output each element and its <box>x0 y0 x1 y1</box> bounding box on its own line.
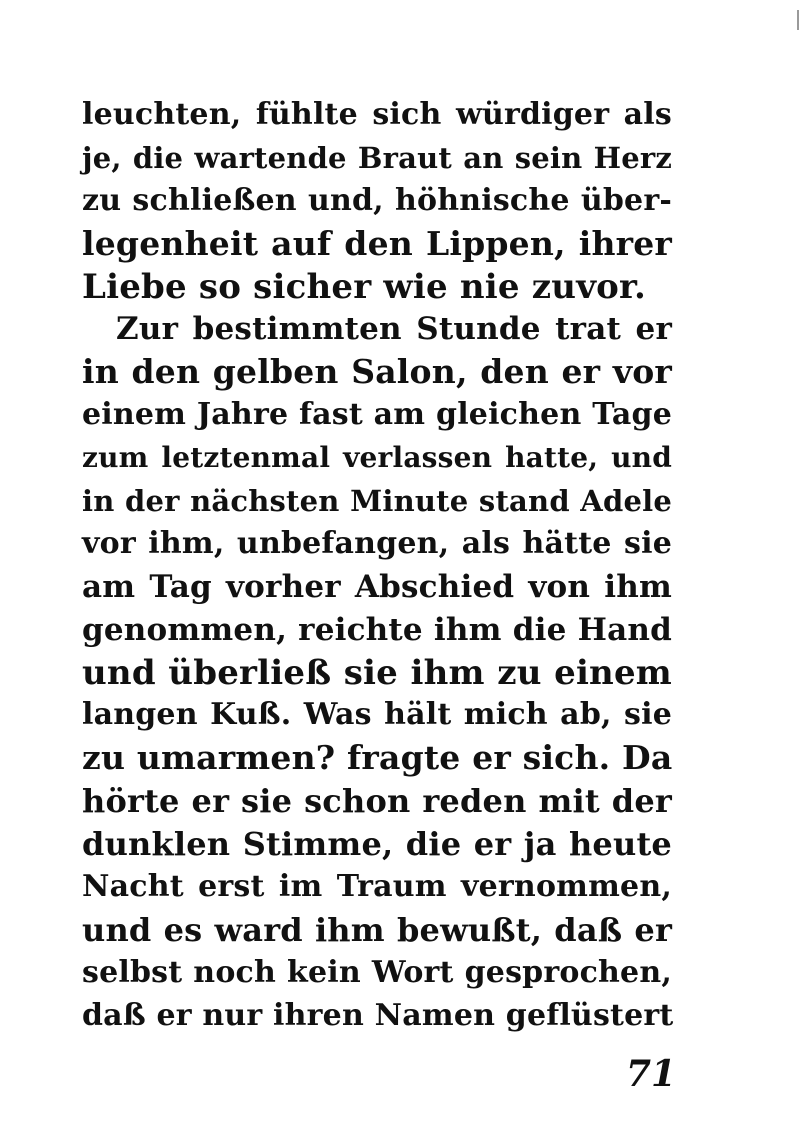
text-line: legenheit auf den Lippen, ihrer <box>82 223 672 263</box>
text-line: selbst noch kein Wort gesprochen, <box>82 954 672 990</box>
text-line: am Tag vorher Abschied von ihm <box>82 568 672 605</box>
body-text <box>82 94 672 1038</box>
text-line: Zur bestimmten Stunde trat er <box>116 311 672 348</box>
text-line: zu schließen und, höhnische über- <box>82 182 672 218</box>
text-line: Liebe so sicher wie nie zuvor. <box>82 266 647 307</box>
text-line: und überließ sie ihm zu einem <box>82 652 672 693</box>
text-line: in den gelben Salon, den er vor <box>82 352 672 392</box>
text-line: vor ihm, unbefangen, als hätte sie <box>82 525 672 561</box>
text-line: Nacht erst im Traum vernommen, <box>82 869 672 905</box>
text-line: dunklen Stimme, die er ja heute <box>82 825 672 864</box>
text-line: zu umarmen? fragte er sich. Da <box>82 738 673 778</box>
text-line: je, die wartende Braut an sein Herz <box>82 140 672 175</box>
text-line: daß er nur ihren Namen geflüstert <box>82 997 674 1033</box>
text-line: hörte er sie schon reden mit der <box>82 782 672 821</box>
text-line: langen Kuß. Was hält mich ab, sie <box>82 697 672 733</box>
scan-edge-mark <box>797 10 799 30</box>
page-number: 71 <box>626 1053 677 1095</box>
text-line: leuchten, fühlte sich würdiger als <box>82 97 672 132</box>
text-line: einem Jahre fast am gleichen Tage <box>82 397 672 433</box>
text-line: in der nächsten Minute stand Adele <box>82 484 672 519</box>
text-line: genommen, reichte ihm die Hand <box>82 611 672 648</box>
text-line: und es ward ihm bewußt, daß er <box>82 910 672 949</box>
text-line: zum letztenmal verlassen hatte, und <box>82 441 672 475</box>
